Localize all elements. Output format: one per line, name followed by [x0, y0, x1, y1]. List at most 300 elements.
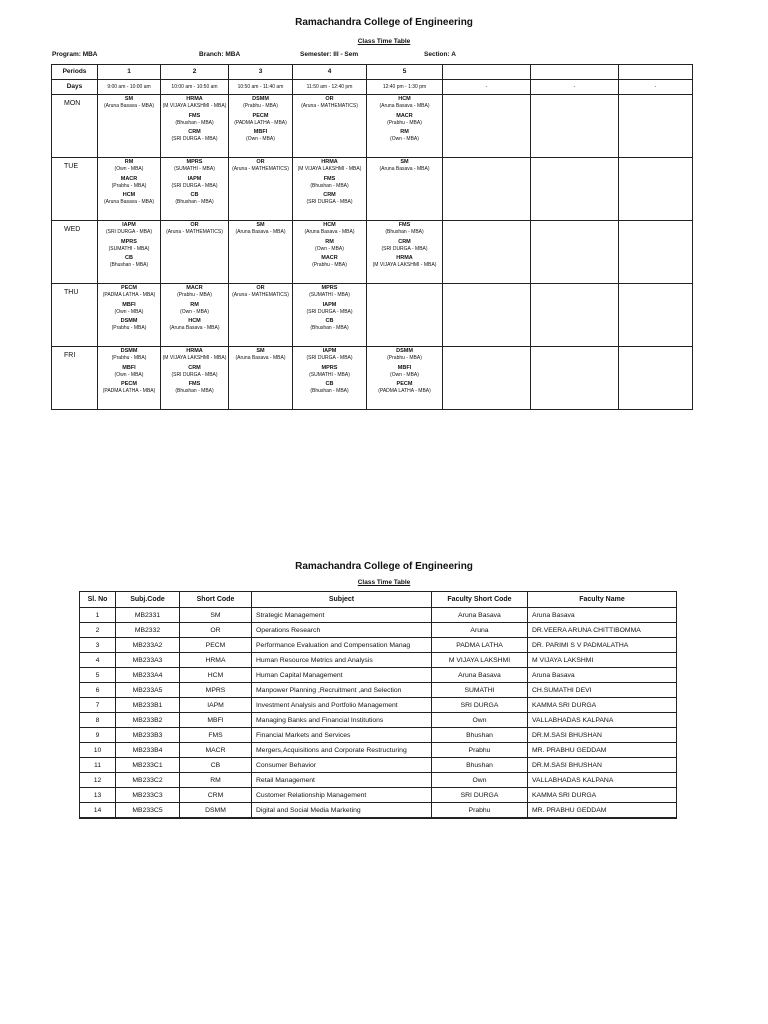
table-cell: CRM [180, 788, 252, 803]
table-cell: VALLABHADAS KALPANA [528, 773, 677, 788]
table-cell: DR.VEERA ARUNA CHITTIBOMMA [528, 623, 677, 638]
period-cell [293, 347, 367, 410]
subject-short-code: CRM [398, 238, 411, 245]
subject-short-code: HRMA [186, 348, 203, 354]
subject-short-code: RM [400, 129, 409, 136]
period-time: 9:00 am - 10:00 am [98, 80, 161, 95]
class-entry [161, 192, 228, 206]
program-label: Program: MBA [52, 51, 98, 58]
empty-cell [619, 347, 693, 410]
faculty-label: (SRI DURGA - MBA) [381, 245, 428, 252]
period-cell [293, 95, 367, 158]
college-title-1: Ramachandra College of Engineering [295, 17, 473, 28]
faculty-label: (Prabhu - MBA) [387, 119, 422, 126]
class-entry [98, 222, 160, 236]
subject-short-code: OR [256, 285, 265, 291]
class-entry [161, 222, 228, 236]
table-cell: DR. PARIMI S V PADMALATHA [528, 638, 677, 653]
table-cell: 10 [80, 743, 116, 758]
faculty-label: (Aruna - MATHEMATICS) [301, 103, 358, 110]
table-row [80, 653, 677, 668]
table-cell: MB2332 [116, 623, 180, 638]
faculty-label: (Own - MBA) [246, 136, 275, 143]
table-cell: MBFI [180, 713, 252, 728]
column-header: Sl. No [80, 592, 116, 608]
period-cell [367, 284, 443, 347]
period-cell [367, 347, 443, 410]
faculty-label: (M VIJAYA LAKSHMI - MBA) [162, 355, 227, 362]
table-cell: Prabhu [432, 743, 528, 758]
subject-short-code: PECM [121, 381, 137, 388]
table-cell: 2 [80, 623, 116, 638]
day-label: MON [52, 95, 98, 158]
table-cell: Bhushan [432, 728, 528, 743]
faculty-label: (Prabhu - MBA) [111, 325, 147, 332]
faculty-label: (Bhushan - MBA) [109, 262, 149, 269]
table-cell: RM [180, 773, 252, 788]
period-time: - [443, 80, 531, 95]
faculty-label: (Aruna Basava - MBA) [235, 229, 286, 236]
table-cell: PADMA LATHA [432, 638, 528, 653]
table-cell: 9 [80, 728, 116, 743]
semester-label: Semester: III - Sem [300, 51, 359, 58]
class-entry [293, 302, 366, 316]
class-entry [293, 239, 366, 253]
class-entry [367, 381, 442, 395]
period-cell [161, 221, 229, 284]
table-cell: Own [432, 713, 528, 728]
class-entry [98, 192, 160, 206]
table-cell: 6 [80, 683, 116, 698]
column-header: Short Code [180, 592, 252, 608]
empty-cell [443, 347, 531, 410]
period-cell [367, 158, 443, 221]
faculty-label: (SRI DURGA - MBA) [171, 182, 218, 189]
period-time: 11:50 am - 12:40 pm [293, 80, 367, 95]
subject-table [79, 591, 677, 819]
faculty-label: (SRI DURGA - MBA) [171, 136, 218, 143]
faculty-label: (Bhushan - MBA) [175, 199, 214, 206]
table-cell: M VIJAYA LAKSHMI [528, 653, 677, 668]
period-cell [229, 221, 293, 284]
table-cell: HCM [180, 668, 252, 683]
table-cell: 1 [80, 608, 116, 623]
faculty-label: (M VIJAYA LAKSHMI - MBA) [162, 103, 227, 110]
period-cell [98, 284, 161, 347]
subject-short-code: CRM [188, 129, 201, 136]
table-cell: Customer Relationship Management [252, 788, 432, 803]
faculty-label: (PADMA LATHA - MBA) [102, 292, 156, 299]
subject-short-code: MACR [321, 255, 338, 262]
table-cell: Retail Management [252, 773, 432, 788]
faculty-label: (Aruna Basava - MBA) [103, 199, 155, 206]
faculty-label: (Own - MBA) [180, 308, 209, 315]
table-cell: SUMATHI [432, 683, 528, 698]
college-title-2: Ramachandra College of Engineering [295, 561, 473, 572]
table-row [80, 623, 677, 638]
table-cell: SM [180, 608, 252, 623]
class-entry [98, 96, 160, 110]
subject-short-code: CB [325, 381, 334, 388]
subject-short-code: CB [325, 318, 334, 325]
class-entry [293, 348, 366, 362]
table-cell: Consumer Behavior [252, 758, 432, 773]
subject-short-code: FMS [323, 175, 336, 182]
table-row [80, 698, 677, 713]
class-entry [161, 113, 228, 127]
table-cell: MB233B2 [116, 713, 180, 728]
table-cell: KAMMA SRI DURGA [528, 698, 677, 713]
table-cell: Manpower Planning ,Recruitment ,and Selection [252, 683, 432, 698]
subject-short-code: DSMM [120, 348, 138, 354]
table-cell: MPRS [180, 683, 252, 698]
subject-short-code: MACR [120, 175, 138, 182]
faculty-label: (Aruna Basava - MBA) [379, 103, 430, 110]
table-cell: MB233A3 [116, 653, 180, 668]
table-cell: VALLABHADAS KALPANA [528, 713, 677, 728]
table-cell: OR [180, 623, 252, 638]
table-cell: 7 [80, 698, 116, 713]
table-cell: DR.M.SASI BHUSHAN [528, 758, 677, 773]
faculty-label: (SUMATHI - MBA) [174, 166, 215, 173]
empty-cell [531, 95, 619, 158]
column-header: Subj.Code [116, 592, 180, 608]
table-row [80, 758, 677, 773]
class-entry [229, 129, 292, 143]
table-cell: DSMM [180, 803, 252, 819]
period-cell [367, 221, 443, 284]
table-cell: MB233C1 [116, 758, 180, 773]
faculty-label: (Own - MBA) [114, 166, 144, 173]
subject-short-code: OR [190, 222, 199, 228]
subject-short-code: DSMM [396, 348, 413, 354]
faculty-label: (M VIJAYA LAKSHMI - MBA) [372, 262, 437, 269]
faculty-label: (PADMA LATHA - MBA) [378, 388, 431, 395]
empty-cell [619, 65, 693, 80]
faculty-label: (Own - MBA) [390, 136, 419, 143]
subject-short-code: MBFI [253, 129, 268, 136]
class-entry [161, 318, 228, 332]
class-entry [367, 348, 442, 362]
class-entry [293, 176, 366, 190]
class-entry [229, 285, 292, 299]
subject-short-code: MPRS [186, 159, 203, 165]
table-row [80, 728, 677, 743]
subtitle-2: Class Time Table [357, 579, 411, 586]
period-time: - [531, 80, 619, 95]
faculty-label: (PADMA LATHA - MBA) [234, 119, 287, 126]
class-entry [229, 113, 292, 127]
table-cell: 8 [80, 713, 116, 728]
faculty-label: (Own - MBA) [114, 308, 144, 315]
table-row [80, 773, 677, 788]
periods-label: Periods [52, 65, 98, 80]
class-entry [161, 381, 228, 395]
period-cell [293, 221, 367, 284]
faculty-label: (Prabhu - MBA) [177, 292, 212, 299]
subject-short-code: IAPM [322, 348, 337, 354]
period-cell [367, 95, 443, 158]
table-cell: M VIJAYA LAKSHMI [432, 653, 528, 668]
table-cell: Operations Research [252, 623, 432, 638]
table-cell: PECM [180, 638, 252, 653]
class-entry [98, 239, 160, 253]
period-time: 10:00 am - 10:50 am [161, 80, 229, 95]
faculty-label: (SUMATHI - MBA) [108, 245, 150, 252]
class-entry [293, 222, 366, 236]
class-entry [293, 365, 366, 379]
faculty-label: (Aruna - MATHEMATICS) [232, 292, 289, 299]
subject-short-code: DSMM [252, 96, 269, 102]
table-cell: Aruna [432, 623, 528, 638]
class-entry [367, 159, 442, 173]
table-cell: Human Capital Management [252, 668, 432, 683]
subject-short-code: MBFI [122, 364, 136, 371]
faculty-label: (SRI DURGA - MBA) [306, 308, 353, 315]
faculty-label: (Prabhu - MBA) [387, 355, 422, 362]
faculty-label: (Bhushan - MBA) [175, 388, 214, 395]
faculty-label: (Aruna Basava - MBA) [235, 355, 286, 362]
period-cell [98, 221, 161, 284]
empty-cell [619, 158, 693, 221]
class-entry [367, 129, 442, 143]
subject-short-code: RM [325, 238, 334, 245]
class-entry [98, 318, 160, 332]
subject-short-code: DSMM [120, 318, 138, 325]
period-cell [161, 347, 229, 410]
class-entry [98, 348, 160, 362]
class-entry [98, 302, 160, 316]
table-cell: Mergers,Acquisitions and Corporate Restructuring [252, 743, 432, 758]
empty-cell [443, 95, 531, 158]
subject-short-code: SM [256, 222, 265, 228]
subject-short-code: CRM [188, 364, 201, 371]
table-row [80, 668, 677, 683]
day-label: THU [52, 284, 98, 347]
class-entry [367, 222, 442, 236]
table-cell: Strategic Management [252, 608, 432, 623]
empty-cell [531, 347, 619, 410]
period-time: - [619, 80, 693, 95]
subject-table-header [80, 592, 677, 608]
table-cell: 11 [80, 758, 116, 773]
faculty-label: (Own - MBA) [114, 371, 144, 378]
table-cell: MB2331 [116, 608, 180, 623]
table-cell: Prabhu [432, 803, 528, 819]
subject-short-code: OR [325, 96, 334, 102]
faculty-label: (Aruna - MATHEMATICS) [166, 229, 223, 236]
period-cell [98, 158, 161, 221]
table-cell: 13 [80, 788, 116, 803]
class-entry [229, 159, 292, 173]
table-cell: MB233C3 [116, 788, 180, 803]
table-row [80, 638, 677, 653]
faculty-label: (SRI DURGA - MBA) [306, 199, 353, 206]
column-header: Subject [252, 592, 432, 608]
class-entry [98, 365, 160, 379]
class-entry [293, 159, 366, 173]
subject-short-code: HCM [122, 192, 136, 199]
subject-short-code: FMS [398, 222, 411, 228]
faculty-label: (SRI DURGA - MBA) [105, 229, 153, 236]
faculty-label: (Bhushan - MBA) [310, 388, 349, 395]
table-cell: MB233B3 [116, 728, 180, 743]
faculty-label: (Prabhu - MBA) [111, 355, 147, 362]
period-cell [293, 284, 367, 347]
table-cell: MB233B4 [116, 743, 180, 758]
table-row [80, 803, 677, 819]
class-entry [229, 348, 292, 362]
class-entry [161, 96, 228, 110]
period-cell [229, 95, 293, 158]
subject-short-code: SM [400, 159, 409, 165]
period-number: 2 [161, 65, 229, 80]
class-entry [161, 176, 228, 190]
table-cell: Aruna Basava [432, 608, 528, 623]
faculty-label: (Bhushan - MBA) [385, 229, 424, 236]
table-cell: Aruna Basava [528, 668, 677, 683]
subject-short-code: OR [256, 159, 265, 165]
faculty-label: (Aruna - MATHEMATICS) [232, 166, 289, 173]
faculty-label: (SRI DURGA - MBA) [171, 371, 218, 378]
class-entry [293, 96, 366, 110]
table-cell: Investment Analysis and Portfolio Management [252, 698, 432, 713]
table-cell: Digital and Social Media Marketing [252, 803, 432, 819]
period-cell [98, 347, 161, 410]
subject-short-code: HRMA [321, 159, 338, 165]
subject-short-code: CB [190, 192, 199, 199]
table-cell: HRMA [180, 653, 252, 668]
period-number: 5 [367, 65, 443, 80]
table-cell: MB233C5 [116, 803, 180, 819]
subject-short-code: SM [256, 348, 265, 354]
table-cell: Managing Banks and Financial Institutions [252, 713, 432, 728]
table-cell: MR. PRABHU GEDDAM [528, 743, 677, 758]
subject-short-code: HCM [188, 318, 201, 325]
table-cell: CH.SUMATHI DEVI [528, 683, 677, 698]
times-row [52, 80, 693, 95]
empty-cell [443, 65, 531, 80]
class-entry [161, 129, 228, 143]
period-number: 4 [293, 65, 367, 80]
period-cell [161, 95, 229, 158]
day-label: WED [52, 221, 98, 284]
class-entry [98, 285, 160, 299]
table-cell: DR.M.SASI BHUSHAN [528, 728, 677, 743]
class-entry [161, 365, 228, 379]
class-entry [293, 255, 366, 269]
table-row [80, 788, 677, 803]
day-row [52, 284, 693, 347]
table-cell: 12 [80, 773, 116, 788]
periods-row [52, 65, 693, 80]
subject-short-code: MPRS [321, 364, 338, 371]
class-entry [161, 348, 228, 362]
period-cell [229, 347, 293, 410]
branch-label: Branch: MBA [199, 51, 241, 58]
faculty-label: (Aruna Basava - MBA) [304, 229, 355, 236]
class-entry [161, 159, 228, 173]
table-cell: FMS [180, 728, 252, 743]
table-cell: IAPM [180, 698, 252, 713]
table-cell: Performance Evaluation and Compensation Manag [252, 638, 432, 653]
class-entry [367, 239, 442, 253]
subject-short-code: PECM [396, 381, 413, 388]
faculty-label: (PADMA LATHA - MBA) [102, 388, 156, 395]
empty-cell [619, 221, 693, 284]
days-label: Days [52, 80, 98, 95]
period-cell [293, 158, 367, 221]
faculty-label: (M VIJAYA LAKSHMI - MBA) [297, 166, 362, 173]
class-entry [293, 318, 366, 332]
table-cell: Bhushan [432, 758, 528, 773]
faculty-label: (SUMATHI - MBA) [309, 292, 350, 299]
faculty-label: (Prabhu - MBA) [243, 103, 278, 110]
faculty-label: (Prabhu - MBA) [312, 262, 347, 269]
subject-short-code: FMS [188, 381, 201, 388]
empty-cell [531, 65, 619, 80]
period-cell [229, 158, 293, 221]
subject-short-code: MBFI [122, 301, 136, 308]
subject-short-code: HCM [398, 96, 411, 102]
table-cell: Aruna Basava [432, 668, 528, 683]
class-entry [229, 96, 292, 110]
period-cell [98, 95, 161, 158]
day-row [52, 158, 693, 221]
table-cell: KAMMA SRI DURGA [528, 788, 677, 803]
subject-short-code: HCM [323, 222, 336, 228]
subject-short-code: IAPM [122, 222, 136, 228]
empty-cell [531, 158, 619, 221]
subject-short-code: CRM [323, 192, 336, 199]
subject-short-code: HRMA [186, 96, 203, 102]
timetable [51, 64, 693, 410]
subject-short-code: MACR [396, 112, 413, 119]
class-entry [161, 302, 228, 316]
table-cell: 3 [80, 638, 116, 653]
period-time: 10:50 am - 11:40 am [229, 80, 293, 95]
period-cell [229, 284, 293, 347]
period-cell [161, 284, 229, 347]
subject-short-code: MPRS [121, 238, 137, 245]
faculty-label: (Prabhu - MBA) [111, 182, 147, 189]
subject-short-code: MBFI [397, 364, 412, 371]
table-cell: MB233C2 [116, 773, 180, 788]
day-label: TUE [52, 158, 98, 221]
subject-short-code: PECM [121, 285, 137, 291]
day-label: FRI [52, 347, 98, 410]
faculty-label: (Aruna Basava - MBA) [103, 103, 155, 110]
empty-cell [619, 95, 693, 158]
class-entry [367, 113, 442, 127]
empty-cell [443, 158, 531, 221]
table-cell: MB233B1 [116, 698, 180, 713]
subject-short-code: HRMA [396, 255, 413, 262]
subject-short-code: PECM [252, 112, 269, 119]
table-cell: Aruna Basava [528, 608, 677, 623]
table-cell: 5 [80, 668, 116, 683]
period-number: 1 [98, 65, 161, 80]
table-cell: Financial Markets and Services [252, 728, 432, 743]
empty-cell [443, 284, 531, 347]
subject-short-code: SM [124, 96, 134, 102]
class-entry [98, 255, 160, 269]
table-row [80, 683, 677, 698]
faculty-label: (Aruna Basava - MBA) [169, 325, 220, 332]
faculty-label: (Bhushan - MBA) [310, 182, 349, 189]
subject-short-code: FMS [188, 112, 201, 119]
day-row [52, 347, 693, 410]
